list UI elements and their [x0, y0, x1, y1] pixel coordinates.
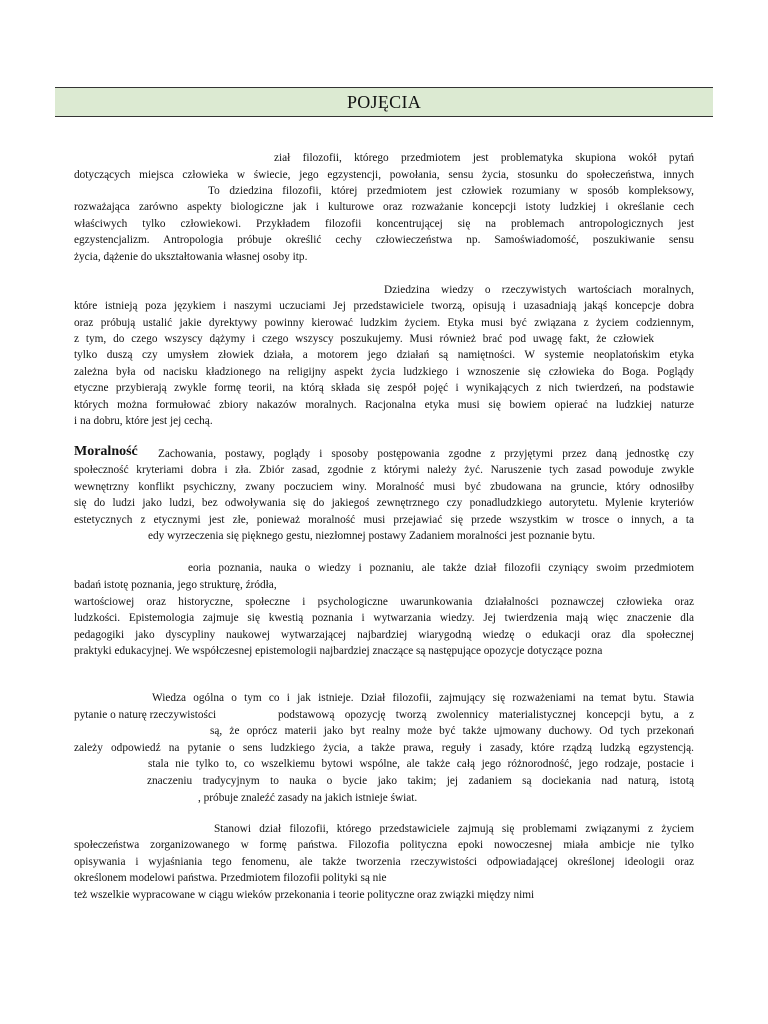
paragraph-line: właściwych tylko człowiekowi. Przykładem filozofii koncentrującej się na problemach antropologicznych jest — [74, 218, 694, 230]
page-title: POJĘCIA — [346, 92, 422, 112]
paragraph-line: tylko duszą czy umysłem złowiek działa, a motorem jego działań są namiętności. W systemie neoplatońskim etyka — [74, 349, 694, 361]
paragraph-line: , próbuje znaleźć zasady na jakich istnieje świat. — [198, 792, 418, 804]
paragraph-line: Zachowania, postawy, poglądy i sposoby postępowania zgodne z przyjętymi przez daną jednostkę czy — [158, 448, 694, 460]
paragraph-line: oraz próbują ustalić jakie dyrektywy powinny kierować ludzkim życiem. Etyka musi być związana z życiem codziennym, — [74, 317, 694, 329]
paragraph-line: też wszelkie wypracowane w ciągu wieków przekonania i teorie polityczne oraz związki między nimi — [74, 889, 535, 901]
paragraph-line: pytanie o naturę rzeczywistości — [74, 709, 217, 721]
paragraph-line: estetycznych z etycznymi jest złe, ponieważ moralność musi przejawiać się przede wszystkim w trosce o innych, a ta — [74, 514, 694, 526]
paragraph-line: zależy odpowiedź na pytanie o sens ludzkiego życia, a także prawa, reguły i zasady, które rządzą ludzką egzystencją. — [74, 742, 694, 754]
paragraph-line: się do ludzi jako ludzi, bez odwoływania się do jakiegoś zewnętrznego czy ponadludzkiego autorytetu. Mylenie kryteriów — [74, 497, 694, 509]
paragraph-line: społeczność kryteriami dobra i zła. Zbiór zasad, zgodnie z którymi należy żyć. Naruszenie tych zasad powoduje zwykle — [74, 464, 694, 476]
paragraph-line: społeczeństwa zorganizowanego w formę państwa. Filozofia polityczna epoki nowoczesnej miała ambicje nie tylko — [74, 839, 694, 851]
paragraph-line: eoria poznania, nauka o wiedzy i poznaniu, ale także dział filozofii czyniący swoim przedmiotem — [188, 562, 694, 574]
paragraph-line: podstawową opozycję tworzą zwolennicy materialistycznej koncepcji bytu, a z — [278, 709, 694, 721]
paragraph-line: których można formułować zbiory nakazów moralnych. Racjonalna etyka musi się bowiem opierać na ludzkiej naturze — [74, 399, 694, 411]
paragraph-line: badań istotę poznania, jego strukturę, źródła, — [74, 579, 277, 591]
paragraph-line: które istnieją poza językiem i naszymi uczuciami Jej przedstawiciele tworzą, opisują i uzasadniają jakąś koncepcje dobra — [74, 300, 694, 312]
title-bar — [55, 87, 713, 117]
paragraph-line: wartościowej oraz historyczne, społeczne i psychologiczne uwarunkowania działalności poznawczej człowieka oraz — [74, 596, 694, 608]
paragraph-line: Dziedzina wiedzy o rzeczywistych wartościach moralnych, — [384, 284, 694, 296]
paragraph-line: są, że oprócz materii jako byt realny może być także ujmowany duchowy. Od tych przekonań — [210, 725, 694, 737]
paragraph-line: edy wyrzeczenia się pięknego gestu, niezłomnej postawy Zadaniem moralności jest poznanie bytu. — [148, 530, 596, 542]
paragraph-line: stala nie tylko to, co wszelkiemu bytowi wspólne, ale także całą jego różnorodność, jego rodzaje, postacie i — [148, 758, 694, 770]
paragraph-line: życia, dążenie do ukształtowania własnej osoby itp. — [74, 251, 308, 263]
paragraph-line: i na dobru, które jest jej cechą. — [74, 415, 213, 427]
paragraph-line: praktyki edukacyjnej. We współczesnej epistemologii najbardziej znaczące są następujące opozycje dotyczące pozna — [74, 645, 603, 657]
paragraph-line: To dziedzina filozofii, której przedmiotem jest człowiek rozumiany w sposób kompleksowy, — [208, 185, 694, 197]
paragraph-line: zależna była od nacisku kładzionego na religijny aspekt życia ludzkiego i wznoszenie się człowieka do Boga. Poglądy — [74, 366, 694, 378]
paragraph-line: z tym, do czego wszyscy dążymy i czego wszyscy poszukujemy. Musi również brać pod uwagę fakt, że człowiek — [74, 333, 654, 345]
paragraph-line: egzystencjalizm. Antropologia próbuje określić cechy człowieczeństwa np. Samoświadomość, poszukiwanie sensu — [74, 234, 694, 246]
paragraph-line: dotyczących miejsca człowieka w świecie, jego egzystencji, powołania, sensu życia, stosunku do społeczeństwa, innych — [74, 169, 694, 181]
paragraph-line: określonem modelowi państwa. Przedmiotem filozofii polityki są nie — [74, 872, 387, 884]
paragraph-line: rozważająca zarówno aspekty biologiczne jak i kulturowe oraz rozważanie koncepcji istoty ludzkiej i określanie cech — [74, 201, 694, 213]
paragraph-line: ział filozofii, którego przedmiotem jest problematyka skupiona wokół pytań — [274, 152, 694, 164]
paragraph-line: pedagogiki jako dyscypliny naukowej wytwarzającej najbardziej wiarygodną wiedzę o edukacji oraz dla społecznej — [74, 629, 694, 641]
term-heading: Moralność — [74, 444, 138, 459]
paragraph-line: znaczeniu tradycyjnym to nauka o bycie jako takim; jej zadaniem są dociekania nad naturą, istotą — [147, 775, 694, 787]
paragraph-line: ludzkości. Epistemologia zajmuje się kwestią poznania i wytwarzania wiedzy. Jej twierdzenia mają więc znaczenie dla — [74, 612, 694, 624]
paragraph-line: etyczne przybierają zwykle formę teorii, na którą składa się zespół pojęć i wynikających z nich twierdzeń, na podstawie — [74, 382, 694, 394]
paragraph-line: Stanowi dział filozofii, którego przedstawiciele zajmują się problemami związanymi z życiem — [214, 823, 694, 835]
paragraph-line: opisywania i wyjaśniania tego fenomenu, ale także tworzenia rzeczywistości odpowiadającej określonej ideologii oraz — [74, 856, 694, 868]
paragraph-line: Wiedza ogólna o tym co i jak istnieje. Dział filozofii, zajmujący się rozważeniami na temat bytu. Stawia — [152, 692, 694, 704]
paragraph-line: wewnętrzny konflikt psychiczny, zwany poczuciem winy. Moralność musi być zbudowana na gruncie, który odnosiłby — [74, 481, 694, 493]
